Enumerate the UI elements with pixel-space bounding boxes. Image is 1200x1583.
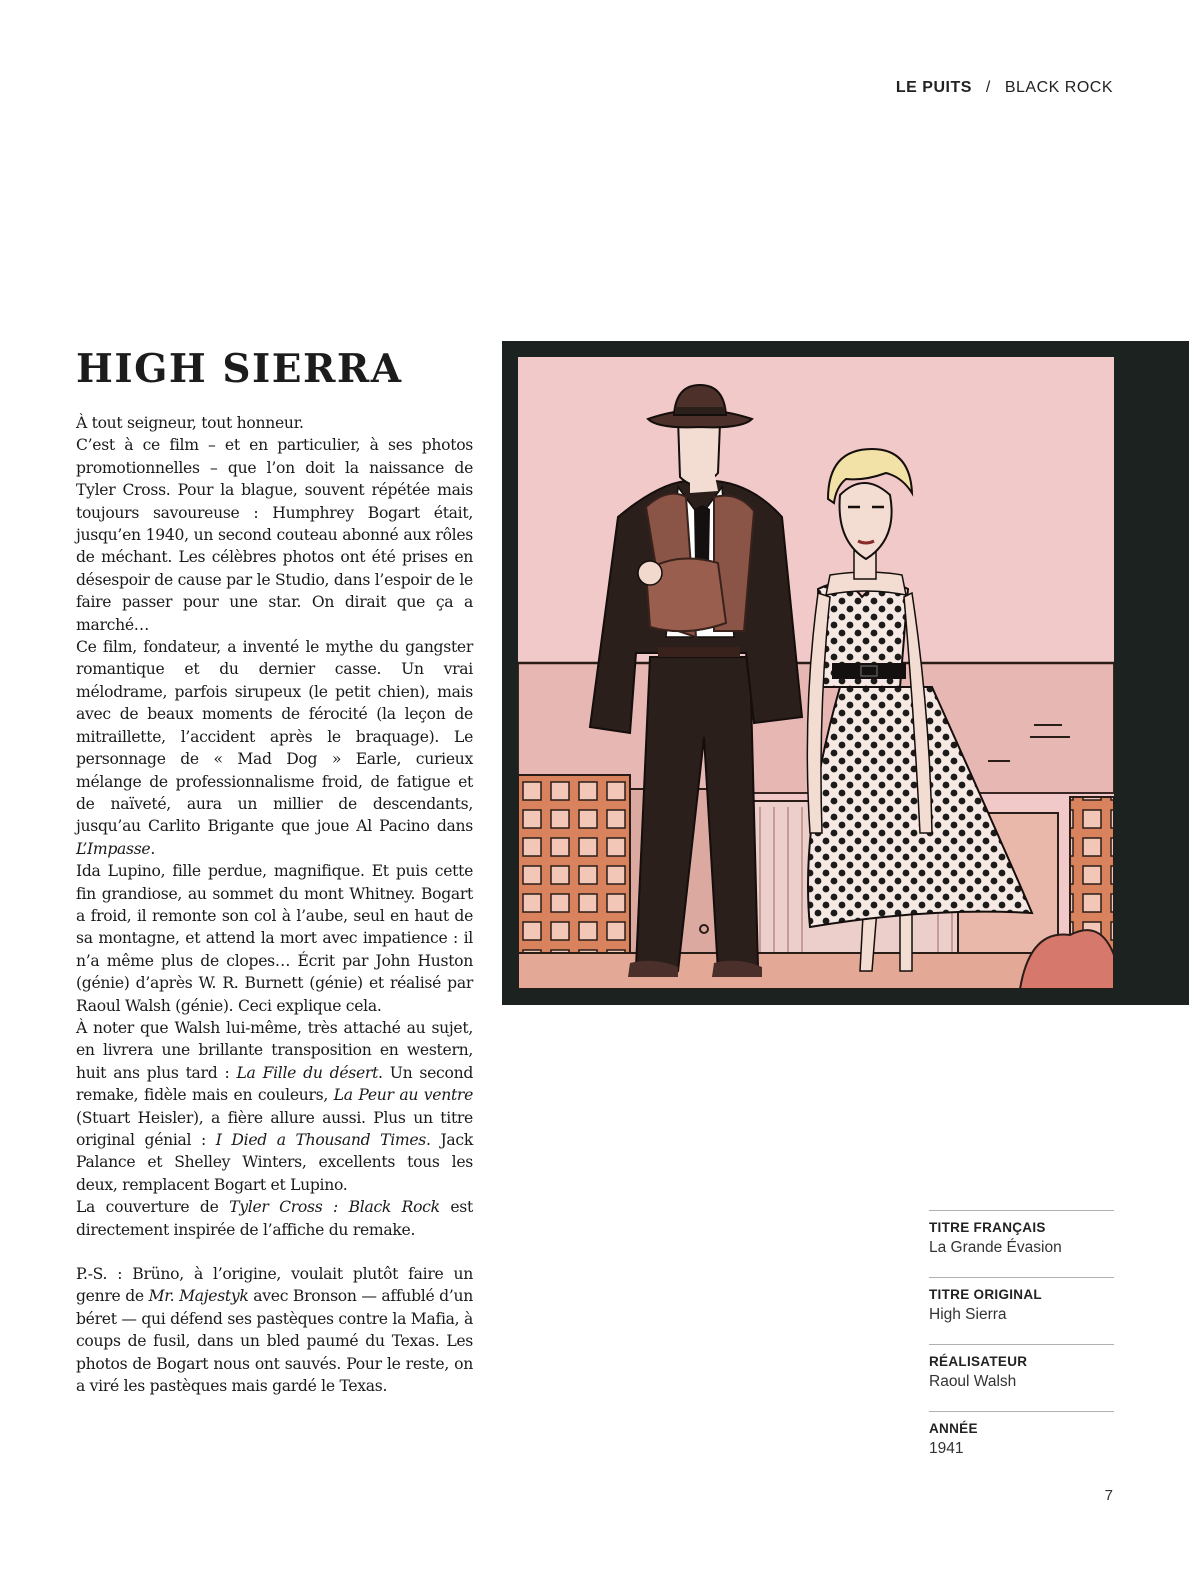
info-value: La Grande Évasion	[929, 1239, 1062, 1256]
running-header	[896, 79, 1113, 97]
info-row-year	[929, 1411, 1114, 1478]
film-title-majestyk: Mr. Majestyk	[148, 1287, 249, 1306]
info-label: ANNÉE	[929, 1421, 978, 1436]
info-value: 1941	[929, 1440, 964, 1457]
film-title-impasse: L’Impasse	[76, 839, 151, 858]
info-label: RÉALISATEUR	[929, 1354, 1028, 1369]
info-label: TITRE FRANÇAIS	[929, 1220, 1046, 1235]
paragraph-intro: À tout seigneur, tout honneur.	[76, 414, 304, 432]
page-number: 7	[1104, 1487, 1113, 1504]
book-title-black-rock: Tyler Cross : Black Rock	[229, 1198, 440, 1217]
info-row-original-title	[929, 1277, 1114, 1344]
comic-illustration	[502, 341, 1189, 1005]
paragraph-lupino: Ida Lupino, fille perdue, magnifique. Et puis cette fin grandiose, au sommet du mont Whitney. Bogart a froid, il remonte son col à l’aube, seul en haut de sa montagne, et attend la mort avec impatience : il n’a même plus de clopes… Écrit par John Huston (génie) d’après W. R. Burnett (génie) et réalisé par Raoul Walsh (génie). Ceci explique cela.	[76, 862, 473, 1015]
article-body	[76, 412, 473, 1397]
header-subsection: BLACK ROCK	[1004, 79, 1113, 96]
info-value: Raoul Walsh	[929, 1373, 1017, 1390]
film-title-fille-du-desert: La Fille du désert	[236, 1063, 379, 1082]
info-row-director	[929, 1344, 1114, 1411]
header-section: LE PUITS	[895, 79, 972, 96]
film-title-peur-au-ventre: La Peur au ventre	[333, 1086, 473, 1105]
paragraph-remakes: À noter que Walsh lui-même, très attaché au sujet, en livrera une brillante transposition en western, huit ans plus tard : La Fille du désert. Un second remake, fidèle mais en couleurs, La Peur au ventre (Stuart Heisler), a fière allure aussi. Plus un titre original génial : I Died a Thousand Times. Jack Palance et Shelley Winters, excellents tous les deux, remplacent Bogart et Lupino.	[76, 1018, 473, 1194]
illustration-drawing	[518, 357, 1114, 989]
film-info-panel	[929, 1210, 1114, 1478]
header-separator: /	[985, 79, 991, 96]
film-title-i-died: I Died a Thousand Times	[215, 1131, 426, 1149]
article-title: HIGH SIERRA	[76, 346, 403, 392]
paragraph-origin: C’est à ce film – et en particulier, à ses photos promotionnelles – que l’on doit la naissance de Tyler Cross. Pour la blague, souvent répétée mais toujours savoureuse : Humphrey Bogart était, jusqu’en 1940, un second couteau abonné aux rôles de méchant. Les célèbres photos ont été prises en désespoir de cause par le Studio, dans l’espoir de le faire passer pour une star. On dirait que ça a marché…	[76, 436, 473, 634]
paragraph-cover: La couverture de Tyler Cross : Black Rock est directement inspirée de l’affiche du remake.	[76, 1198, 473, 1239]
paragraph-postscript: P.-S. : Brüno, à l’origine, voulait plutôt faire un genre de Mr. Majestyk avec Bronson — affublé d’un béret — qui défend ses pastèques contre la Mafia, à coups de fusil, dans un bled paumé du Texas. Les photos de Bogart nous ont sauvés. Pour le reste, on a viré les pastèques mais gardé le Texas.	[76, 1265, 473, 1396]
info-label: TITRE ORIGINAL	[929, 1287, 1042, 1302]
info-value: High Sierra	[929, 1306, 1007, 1323]
paragraph-myth: Ce film, fondateur, a inventé le mythe du gangster romantique et du dernier casse. Un vrai mélodrame, parfois sirupeux (le petit chien), mais avec de beaux moments de férocité (la leçon de mitraillette, l’accident après le braquage). Le personnage de « Mad Dog » Earle, curieux mélange de professionnalisme froid, de fatigue et de naïveté, aura un millier de descendants, jusqu’au Carlito Brigante que joue Al Pacino dans L’Impasse.	[76, 638, 473, 858]
info-row-french-title	[929, 1210, 1114, 1277]
